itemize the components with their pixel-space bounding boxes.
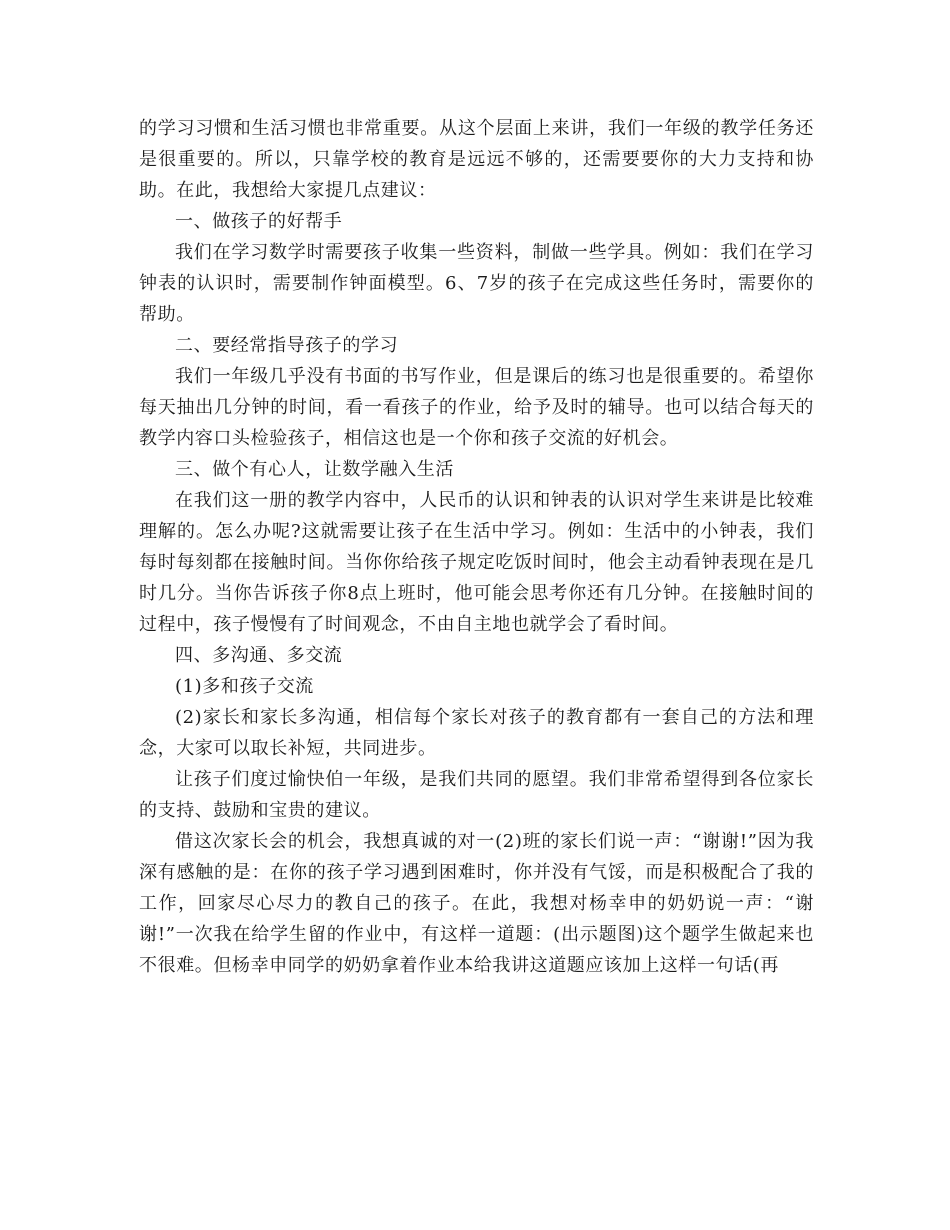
section-heading: 四、多沟通、多交流 [175, 645, 343, 666]
paragraph: 我们在学习数学时需要孩子收集一些资料，制做一些学具。例如：我们在学习钟表的认识时，需要制作钟面模型。6、7岁的孩子在完成这些任务时，需要你的帮助。 [139, 242, 814, 325]
section-heading: 二、要经常指导孩子的学习 [175, 335, 399, 356]
list-item: (1)多和孩子交流 [175, 676, 314, 697]
section-heading: 三、做个有心人，让数学融入生活 [175, 459, 454, 480]
paragraph: 我们一年级几乎没有书面的书写作业，但是课后的练习也是很重要的。希望你每天抽出几分钟的时间，看一看孩子的作业，给予及时的辅导。也可以结合每天的教学内容口头检验孩子，相信这也是一个你和孩子交流的好机会。 [139, 366, 814, 449]
paragraph: 在我们这一册的教学内容中，人民币的认识和钟表的认识对学生来讲是比较难理解的。怎么办呢?这就需要让孩子在生活中学习。例如：生活中的小钟表，我们每时每刻都在接触时间。当你你给孩子规定吃饭时间时，他会主动看钟表现在是几时几分。当你告诉孩子你8点上班时，他可能会思考你还有几分钟。在接触时间的过程中，孩子慢慢有了时间观念，不由自主地也就学会了看时间。 [139, 490, 814, 635]
section-heading: 一、做孩子的好帮手 [175, 211, 343, 232]
paragraph: 借这次家长会的机会，我想真诚的对一(2)班的家长们说一声：“谢谢!”因为我深有感触的是：在你的孩子学习遇到困难时，你并没有气馁，而是积极配合了我的工作，回家尽心尽力的教自己的孩子。在此，我想对杨幸申的奶奶说一声：“谢谢!”一次我在给学生留的作业中，有这样一道题：(出示题图)这个题学生做起来也不很难。但杨幸申同学的奶奶拿着作业本给我讲这道题应该加上这样一句话(再 [139, 831, 814, 976]
document-body [139, 113, 814, 981]
list-item: (2)家长和家长多沟通，相信每个家长对孩子的教育都有一套自己的方法和理念，大家可以取长补短，共同进步。 [139, 707, 814, 759]
paragraph: 的学习习惯和生活习惯也非常重要。从这个层面上来讲，我们一年级的教学任务还是很重要的。所以，只靠学校的教育是远远不够的，还需要要你的大力支持和协助。在此，我想给大家提几点建议： [139, 118, 814, 201]
paragraph: 让孩子们度过愉快伯一年级，是我们共同的愿望。我们非常希望得到各位家长的支持、鼓励和宝贵的建议。 [139, 769, 814, 821]
